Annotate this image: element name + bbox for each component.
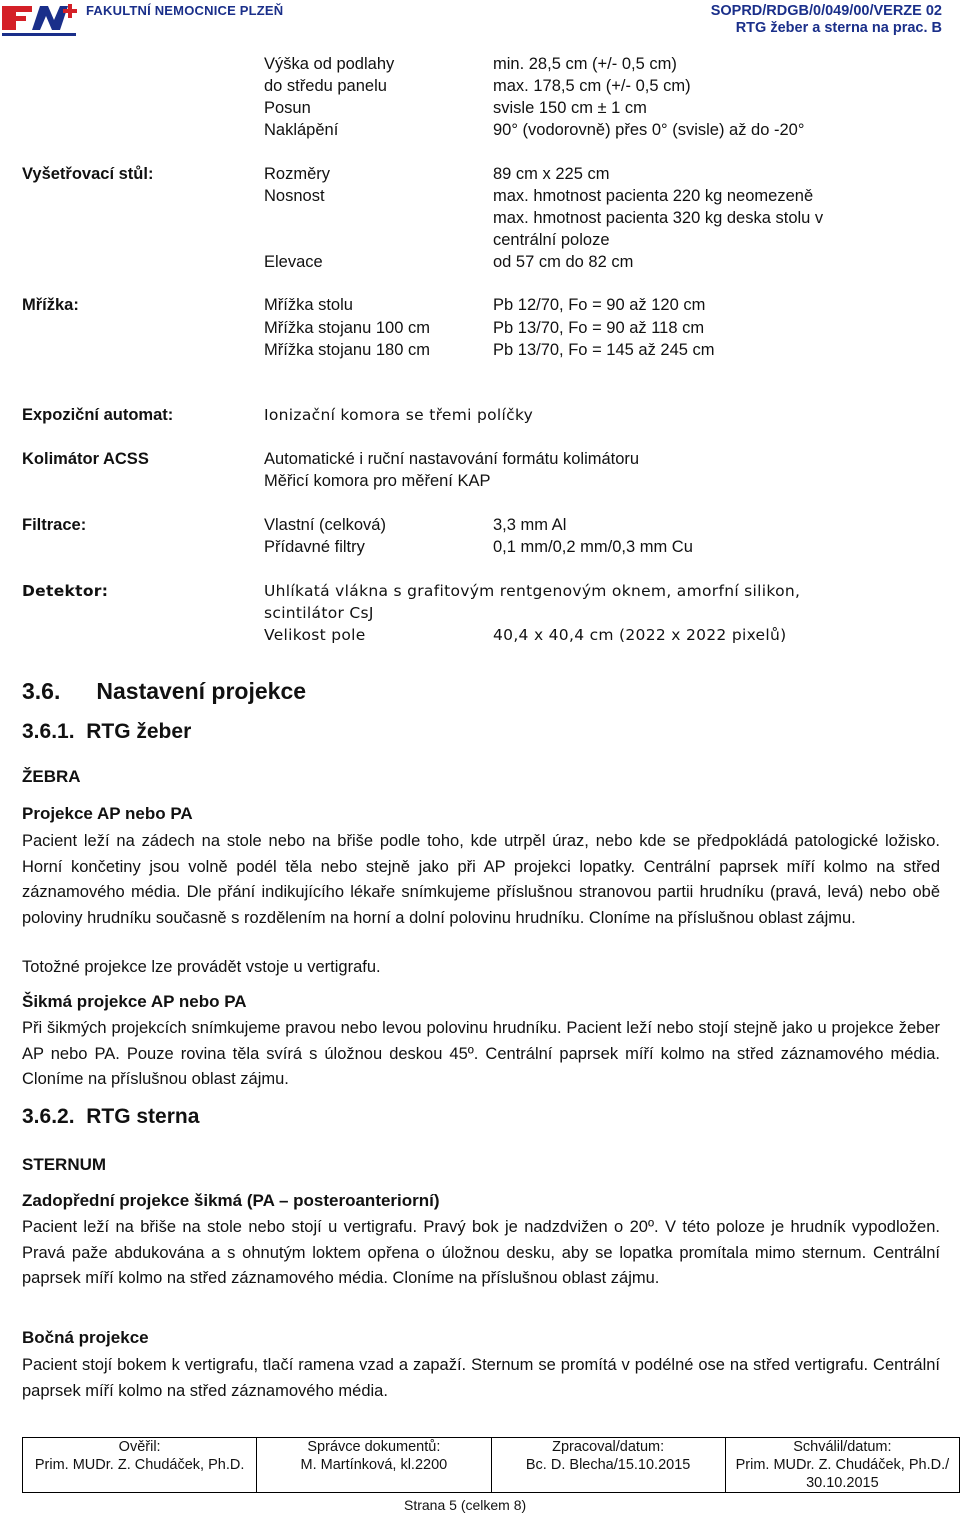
approval-value: Prim. MUDr. Z. Chudáček, Ph.D. [34,1457,245,1473]
spec-value: 0,1 mm/0,2 mm/0,3 mm Cu [493,538,693,556]
spec-value: Automatické i ruční nastavování formátu kolimátoru [264,450,640,468]
approval-cell [491,1438,725,1493]
approval-value: Bc. D. Blecha/15.10.2015 [525,1457,691,1473]
section-number: 3.6. [22,678,61,704]
spec-value: 3,3 mm Al [493,516,567,534]
subsection-heading [22,720,191,744]
page-number: Strana 5 (celkem 8) [404,1497,527,1513]
doc-subtitle: RTG žeber a sterna na prac. B [735,20,942,36]
spec-heading: Filtrace: [22,516,87,534]
spec-label: Velikost pole [264,626,366,644]
projection-text: Pacient stojí bokem k vertigrafu, tlačí ramena vzad a zapaží. Sternum se promítá v podélné ose na střed vertigrafu. Centrální paprsek míří kolmo na střed záznamového média. [22,1356,940,1400]
doc-code: SOPRD/RDGB/0/049/00/VERZE 02 [710,3,942,19]
projection-heading: Šikmá projekce AP nebo PA [22,992,247,1011]
spec-label: Přídavné filtry [264,538,365,556]
subsection-number: 3.6.1. [22,720,75,743]
spec-heading: Kolimátor ACSS [22,450,149,468]
approval-label: Ověřil: [118,1439,161,1455]
spec-label: Rozměry [264,165,331,183]
spec-label: Nosnost [264,187,325,205]
projection-heading: Projekce AP nebo PA [22,804,193,823]
subsection-title: RTG sterna [86,1105,200,1128]
spec-label: Mřížka stolu [264,296,353,314]
approval-cell [725,1438,959,1493]
projection-text: Při šikmých projekcích snímkujeme pravou nebo levou polovinu hrudníku. Pacient leží nebo stojí stejně jako u projekce žeber AP nebo PA. Pouze rovina těla svírá s úložnou deskou 45º. Centrální paprsek míří kolmo na střed záznamového média. Cloníme na příslušnou oblast zájmu. [22,1019,940,1088]
spec-heading: Mřížka: [22,296,79,314]
subsection-number: 3.6.2. [22,1105,75,1128]
subsection-title: RTG žeber [86,720,192,743]
spec-value: scintilátor CsJ [264,604,374,622]
spec-value: 90° (vodorovně) přes 0° (svisle) až do -20° [493,121,805,139]
spec-value: 40,4 x 40,4 cm (2022 x 2022 pixelů) [493,626,787,644]
spec-value: Měřicí komora pro měření KAP [264,472,491,490]
spec-value: max. hmotnost pacienta 320 kg deska stolu v [493,209,824,227]
spec-value: min. 28,5 cm (+/- 0,5 cm) [493,55,677,73]
spec-label: Mřížka stojanu 100 cm [264,319,430,337]
category-heading: ŽEBRA [22,767,81,786]
spec-value: Uhlíkatá vlákna s grafitovým rentgenovým oknem, amorfní silikon, [264,582,801,600]
approval-value: Prim. MUDr. Z. Chudáček, Ph.D./ [735,1457,950,1473]
hospital-logo [2,2,80,40]
spec-label: Elevace [264,253,323,271]
projection-heading: Zadopřední projekce šikmá (PA – posteroanteriorní) [22,1191,440,1210]
spec-value: 89 cm x 225 cm [493,165,610,183]
approval-label: Schválil/datum: [793,1439,892,1455]
spec-label: Výška od podlahy [264,55,395,73]
subsection-heading [22,1105,199,1129]
approval-label: Správce dokumentů: [307,1439,441,1455]
projection-text: Pacient leží na břiše na stole nebo stojí u vertigrafu. Pravý bok je nadzdvižen o 20º. V této poloze je hrudník vypodložen. Pravá paže abdukována a s ohnutým loktem opřena o úložnou desku, aby se lopatka promítala mimo sternum. Centrální paprsek míří kolmo na střed záznamového média. Cloníme na příslušnou oblast zájmu. [22,1218,940,1287]
approval-value: M. Martínková, kl.2200 [300,1457,448,1473]
spec-value: od 57 cm do 82 cm [493,253,634,271]
projection-text: Pacient leží na zádech na stole nebo na břiše podle toho, kde utrpěl úraz, nebo kde se předpokládá patologické ložisko. Horní končetiny jsou volně podél těla nebo stejně jako při AP projekci lopatky. Centrální paprsek míří kolmo na střed záznamového média. Dle přání indikujícího lékaře snímkujeme příslušnou stranovou partii hrudníku (pravá, levá) nebo obě poloviny hrudníku současně s rozdělením na horní a dolní polovinu hrudníku. Cloníme na příslušnou oblast zájmu. [22,832,940,927]
page-header [0,0,960,44]
approval-cell [257,1438,491,1493]
spec-heading: Vyšetřovací stůl: [22,165,154,183]
section-heading [22,678,306,705]
spec-label: Posun [264,99,311,117]
approval-cell [23,1438,257,1493]
spec-value: svisle 150 cm ± 1 cm [493,99,647,117]
spec-value: Pb 12/70, Fo = 90 až 120 cm [493,296,706,314]
approval-date: 30.10.2015 [806,1475,879,1491]
spec-value: Pb 13/70, Fo = 90 až 118 cm [493,319,705,337]
spec-value: Pb 13/70, Fo = 145 až 245 cm [493,341,715,359]
spec-value: max. 178,5 cm (+/- 0,5 cm) [493,77,691,95]
approval-table [22,1437,960,1493]
spec-value: centrální poloze [493,231,610,249]
document-id [711,3,942,37]
approval-label: Zpracoval/datum: [552,1439,665,1455]
projection-text: Totožné projekce lze provádět vstoje u vertigrafu. [22,958,381,976]
hospital-name: FAKULTNÍ NEMOCNICE PLZEŇ [86,3,284,18]
category-heading: STERNUM [22,1155,107,1174]
spec-heading: Detektor: [22,582,109,600]
spec-label: Mřížka stojanu 180 cm [264,341,430,359]
spec-label: Naklápění [264,121,339,139]
projection-heading: Bočná projekce [22,1328,149,1347]
spec-value: max. hmotnost pacienta 220 kg neomezeně [493,187,814,205]
spec-label: do středu panelu [264,77,387,95]
section-title: Nastavení projekce [96,678,307,704]
spec-heading: Expoziční automat: [22,406,174,424]
spec-value: Ionizační komora se třemi políčky [264,406,534,424]
spec-label: Vlastní (celková) [264,516,386,534]
